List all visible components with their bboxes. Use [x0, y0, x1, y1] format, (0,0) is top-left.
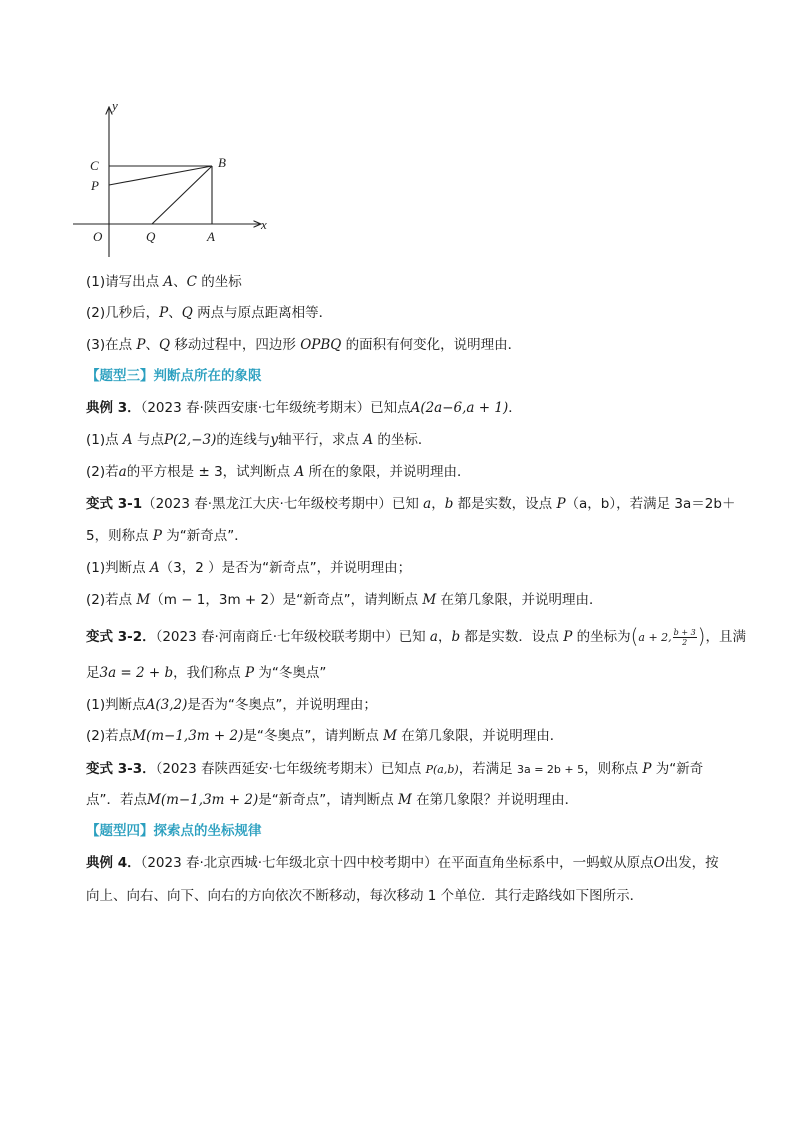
v31-2-prefix: (2)若点: [86, 592, 137, 608]
example-3-point: A(2a−6,a + 1): [410, 400, 509, 416]
ex3-1-a: A: [122, 432, 133, 448]
v32-p2: P: [244, 665, 255, 681]
v32-2-mid: 是“冬奥点”，请判断点: [243, 728, 384, 744]
example-3: [86, 398, 522, 418]
example-3-source: （2023 春·陕西安康·七年级统考期末）: [140, 400, 371, 416]
v33-line2-b: 是“新奇点”，请判断点: [258, 792, 399, 808]
v32-c1: ，: [437, 629, 452, 645]
ex3-1-a2: A: [363, 432, 374, 448]
v32-fraction: [673, 628, 697, 647]
v31-1-prefix: (1)判断点: [86, 560, 150, 576]
variant-3-1-part-1: [86, 558, 411, 578]
v32-p: P: [563, 629, 573, 645]
ex3-2-suffix: 所在的象限，并说明理由．: [304, 464, 471, 480]
q3-point-p: P: [136, 337, 146, 353]
v33-text4: 为“新奇: [651, 761, 704, 777]
q1-point-a: A: [163, 274, 174, 290]
v31-2-coord: （m − 1，3m + 2）: [150, 592, 283, 608]
variant-3-1-source: （2023 春·黑龙江大庆·七年级校考期中）: [142, 496, 392, 512]
q1-suffix: 的坐标: [197, 274, 242, 290]
v31-1-a: A: [149, 560, 160, 576]
variant-3-2-part-1: [86, 695, 377, 715]
q2-prefix: (2)几秒后，: [86, 305, 160, 321]
q2-point-p: P: [159, 305, 169, 321]
q2-sep: 、: [168, 305, 182, 321]
q3-quadrilateral: OPBQ: [300, 337, 342, 353]
ex4-o: O: [653, 855, 665, 871]
v32-text1: 已知: [398, 629, 430, 645]
v33-eq: 3a = 2b + 5: [516, 763, 585, 776]
v32-text2: 都是实数．设点: [460, 629, 564, 645]
v31-text1: 已知: [391, 496, 424, 512]
v32-coord-a: a + 2,: [638, 631, 672, 644]
coordinate-figure: [68, 95, 273, 265]
v32-text3: 的坐标为: [572, 629, 631, 645]
v31-text3: ，若满足: [616, 496, 675, 512]
example-4-line-2: 向上、向右、向下、向右的方向依次不断移动，每次移动 1 个单位．其行走路线如下图所示．: [86, 888, 644, 904]
label-q: Q: [146, 229, 156, 244]
variant-3-3-source: （2023 春陕西延安·七年级统考期末）: [155, 761, 381, 777]
v33-line2-a: 点”．若点: [86, 792, 147, 808]
v31-coord: （a，b）: [565, 496, 617, 512]
q2-suffix: 两点与原点距离相等．: [192, 305, 333, 321]
section-4-heading: 【题型四】探索点的坐标规律: [86, 823, 262, 839]
v33-point: P(a,b): [425, 763, 459, 776]
q1-sep: 、: [173, 274, 187, 290]
v31-line2-b: 为“新奇点”．: [161, 528, 248, 544]
example-4-source: （2023 春·北京西城·七年级北京十四中校考期中）: [140, 855, 438, 871]
v32-line2-c: 为“冬奥点”: [254, 665, 327, 681]
v31-c1: ，: [431, 496, 445, 512]
ex3-1-axis: y: [270, 432, 279, 448]
v31-2-mid: 是“新奇点”，请判断点: [282, 592, 423, 608]
v31-a: a: [423, 496, 432, 512]
variant-3-2-label: 变式 3-2．: [86, 629, 156, 645]
v32-b: b: [451, 629, 461, 645]
ex3-2-a: A: [294, 464, 305, 480]
variant-3-3-label: 变式 3-3．: [86, 761, 156, 777]
v33-point2: M(m−1,3m + 2): [147, 792, 259, 808]
v32-1-prefix: (1)判断点: [86, 697, 146, 713]
label-p: P: [91, 178, 99, 193]
v31-2-m2: M: [422, 592, 437, 608]
ex3-1-suffix: 的坐标．: [373, 432, 432, 448]
example-3-part-2: [86, 462, 471, 482]
variant-3-2-line-2: [86, 663, 326, 683]
v33-text3: ，则称点: [584, 761, 643, 777]
example-4-label: 典例 4．: [86, 855, 141, 871]
v32-2-m: M: [383, 728, 397, 744]
q1-prefix: (1)请写出点: [86, 274, 164, 290]
v33-m: M: [398, 792, 412, 808]
section-3-heading: 【题型三】判断点所在的象限: [86, 368, 262, 384]
v31-eq: 3a＝2b＋: [674, 496, 736, 512]
v32-1-suffix: 是否为“冬奥点”，并说明理由；: [187, 697, 377, 713]
v32-eq: 3a = 2 + b: [99, 665, 174, 681]
ex3-1-point: P(2,−3): [163, 432, 217, 448]
variant-3-2-source: （2023 春·河南商丘·七年级校联考期中）: [155, 629, 399, 645]
ex3-2-mid: 的平方根是 ± 3，试判断点: [126, 464, 295, 480]
question-1: [86, 272, 242, 292]
example-3-text: 已知点: [370, 400, 411, 416]
v33-text1: 已知点: [380, 761, 426, 777]
variant-3-2: [86, 626, 746, 648]
v33-line2-c: 在第几象限？并说明理由．: [411, 792, 579, 808]
v31-2-suffix: 在第几象限，并说明理由．: [436, 592, 603, 608]
example-3-part-1: [86, 430, 431, 450]
ex3-2-var: a: [118, 464, 127, 480]
v32-a: a: [429, 629, 438, 645]
v32-paren-close: ): [697, 624, 706, 648]
example-3-end: ．: [508, 400, 522, 416]
variant-3-1-part-2: [86, 590, 603, 610]
variant-3-3: [86, 759, 703, 780]
example-3-label: 典例 3．: [86, 400, 141, 416]
segment-qb: [152, 166, 212, 224]
ex3-1-mid2: 的连线与: [216, 432, 271, 448]
v31-p: P: [556, 496, 566, 512]
v32-2-prefix: (2)若点: [86, 728, 133, 744]
q3-mid: 移动过程中，四边形: [170, 337, 301, 353]
ex3-2-prefix: (2)若: [86, 464, 119, 480]
label-a: A: [207, 229, 215, 244]
question-3: [86, 335, 521, 355]
label-b: B: [218, 155, 226, 170]
v31-1-suffix: 是否为“新奇点”，并说明理由；: [221, 560, 412, 576]
variant-3-3-line-2: [86, 790, 578, 810]
v31-1-coord: （3，2 ）: [159, 560, 222, 576]
q1-point-c: C: [186, 274, 198, 290]
v32-paren-open: (: [630, 624, 639, 648]
v32-1-point: A(3,2): [145, 697, 188, 713]
variant-3-1-line-2: [86, 526, 248, 546]
segment-pb: [109, 166, 212, 185]
q3-point-q: Q: [159, 337, 171, 353]
variant-3-1: [86, 494, 735, 514]
ex4-text2: 出发，按: [664, 855, 719, 871]
v33-text2: ，若满足: [458, 761, 517, 777]
v31-2-m: M: [136, 592, 151, 608]
variant-3-2-part-2: [86, 726, 563, 746]
label-c: C: [90, 158, 99, 173]
v31-line2-a: 5，则称点: [86, 528, 153, 544]
variant-3-1-label: 变式 3-1: [86, 496, 143, 512]
v31-b: b: [444, 496, 454, 512]
v32-frac-den: 2: [682, 637, 688, 647]
v33-p: P: [642, 761, 652, 777]
ex3-1-mid3: 轴平行，求点: [278, 432, 364, 448]
ex4-text1: 在平面直角坐标系中，一蚂蚁从原点: [437, 855, 654, 871]
example-4: [86, 853, 719, 873]
q3-prefix: (3)在点: [86, 337, 137, 353]
v32-line2-b: ，我们称点: [173, 665, 245, 681]
label-o: O: [93, 229, 103, 244]
v32-2-suffix: 在第几象限，并说明理由．: [396, 728, 564, 744]
q3-sep: 、: [145, 337, 160, 353]
ex3-1-prefix: (1)点: [86, 432, 123, 448]
q3-suffix: 的面积有何变化，说明理由．: [341, 337, 522, 353]
question-2: [86, 303, 332, 323]
v31-text2: 都是实数，设点: [453, 496, 557, 512]
ex3-1-mid: 与点: [132, 432, 164, 448]
v32-frac-num: b + 3: [673, 627, 696, 637]
label-x: x: [261, 217, 267, 232]
label-y: y: [112, 98, 118, 113]
v32-line2-a: 足: [86, 665, 100, 681]
q2-point-q: Q: [181, 305, 193, 321]
v32-text4: ，且满: [705, 629, 746, 645]
v31-p2: P: [152, 528, 162, 544]
v32-2-point: M(m−1,3m + 2): [132, 728, 244, 744]
